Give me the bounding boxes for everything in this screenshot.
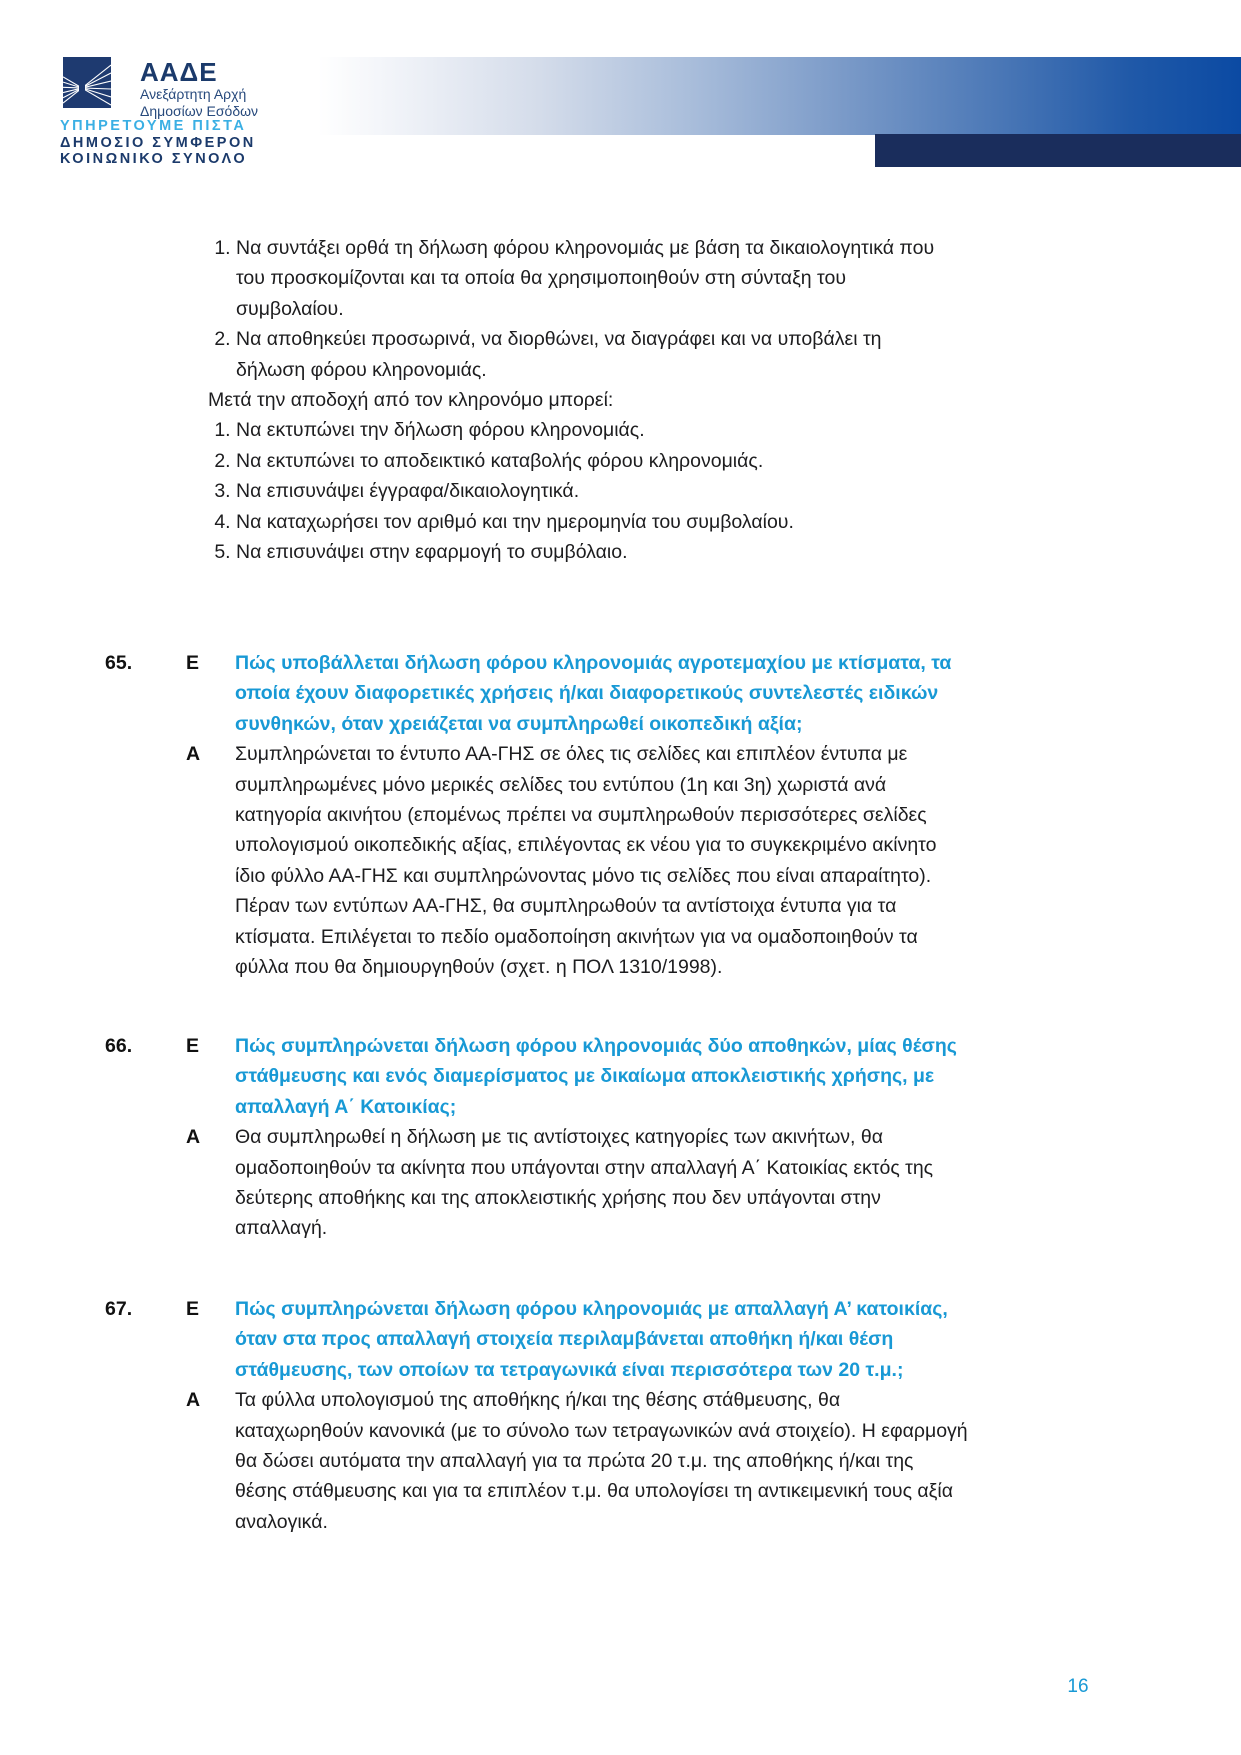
logo-subtitle: [140, 86, 258, 120]
question-text: Πώς συμπληρώνεται δήλωση φόρου κληρονομιάς δύο αποθηκών, μίας θέσης στάθμευσης και ενός διαμερίσματος με δικαίωμα αποκλειστικής χρήσης, με απαλλαγή Α΄ Κατοικίας;: [235, 1035, 957, 1118]
page-number: 16: [1067, 1676, 1089, 1697]
answer-text: Θα συμπληρωθεί η δήλωση με τις αντίστοιχες κατηγορίες των ακινήτων, θα ομαδοποιηθούν τα ακίνητα που υπάγονται στην απαλλαγή Α΄ Κατοικίας εκτός της δεύτερης αποθήκης και της αποκλειστικής χρήσης που δεν υπάγονται στην απαλλαγή.: [235, 1126, 934, 1240]
after-acceptance-intro: Μετά την αποδοχή από τον κληρονόμο μπορεί:: [208, 389, 614, 412]
list-item: 1. Να συντάξει ορθά τη δήλωση φόρου κληρονομιάς με βάση τα δικαιολογητικά που του προσκομίζονται και τα οποία θα χρησιμοποιηθούν στη σύνταξη του συμβολαίου.: [236, 233, 948, 324]
question-number: 67.: [105, 1298, 133, 1320]
logo-acronym: ΑΑΔΕ: [140, 57, 218, 87]
slogan-line2: ΔΗΜΟΣΙΟ ΣΥΜΦΕΡΟΝ: [60, 134, 256, 151]
question-label: Ε: [186, 1298, 200, 1320]
question-number: 66.: [105, 1035, 133, 1057]
intro-block: [208, 233, 948, 567]
slogan-line3: ΚΟΙΝΩΝΙΚΟ ΣΥΝΟΛΟ: [60, 151, 248, 167]
after-acceptance-list: [208, 415, 948, 567]
faq-section-66: [105, 1031, 970, 1244]
faq-section-65: [105, 648, 970, 982]
answer-label: Α: [186, 1126, 201, 1149]
answer-label: Α: [186, 1389, 201, 1412]
faq-section-67: [105, 1294, 970, 1537]
list-item: 2. Να εκτυπώνει το αποδεικτικό καταβολής φόρου κληρονομιάς.: [236, 446, 948, 476]
list-item: 5. Να επισυνάψει στην εφαρμογή το συμβόλαιο.: [236, 537, 948, 567]
slogan-line1: ΥΠΗΡΕΤΟΥΜΕ ΠΙΣΤΑ: [60, 118, 247, 134]
notary-actions-list: [208, 233, 948, 385]
answer-text: Συμπληρώνεται το έντυπο ΑΑ-ΓΗΣ σε όλες τις σελίδες και επιπλέον έντυπα με συμπληρωμένες μόνο μερικές σελίδες του εντύπου (1η και 3η) χωριστά ανά κατηγορία ακινήτου (επομένως πρέπει να συμπληρωθούν περισσότερες σελίδες υπολογισμού οικοπεδικής αξίας, επιλέγοντας εκ νέου για το συγκεκριμένο ακίνητο ίδιο φύλλο ΑΑ-ΓΗΣ και συμπληρώνοντας μόνο τις σελίδες που είναι απαραίτητο). Πέραν των εντύπων ΑΑ-ΓΗΣ, θα συμπληρωθούν τα αντίστοιχα έντυπα για τα κτίσματα. Επιλέγεται το πεδίο ομαδοποίηση ακινήτων για να ομαδοποιηθούν τα φύλλα που θα δημιουργηθούν (σχετ. η ΠΟΛ 1310/1998).: [235, 743, 937, 979]
question-number: 65.: [105, 652, 133, 674]
list-item: 1. Να εκτυπώνει την δήλωση φόρου κληρονομιάς.: [236, 415, 948, 445]
question-label: Ε: [186, 652, 200, 674]
header-gradient-band: [318, 57, 1241, 135]
answer-label: Α: [186, 743, 201, 766]
list-item: 3. Να επισυνάψει έγγραφα/δικαιολογητικά.: [236, 476, 948, 506]
question-label: Ε: [186, 1035, 200, 1057]
aade-logo-icon: [63, 57, 111, 108]
answer-text: Τα φύλλα υπολογισμού της αποθήκης ή/και της θέσης στάθμευσης, θα καταχωρηθούν κανονικά (με το σύνολο των τετραγωνικών ανά στοιχείο). Η εφαρμογή θα δώσει αυτόματα την απαλλαγή για τα πρώτα 20 τ.μ. της αποθήκης ή/και της θέσης στάθμευσης και για τα επιπλέον τ.μ. θα υπολογίσει τη αντικειμενική τους αξία αναλογικά.: [235, 1389, 968, 1533]
list-item: 4. Να καταχωρήσει τον αριθμό και την ημερομηνία του συμβολαίου.: [236, 507, 948, 537]
question-text: Πώς συμπληρώνεται δήλωση φόρου κληρονομιάς με απαλλαγή Α’ κατοικίας, όταν στα προς απαλλαγή στοιχεία περιλαμβάνεται αποθήκη ή/και θέση στάθμευσης, των οποίων τα τετραγωνικά είναι περισσότερα των 20 τ.μ.;: [235, 1298, 948, 1381]
question-text: Πώς υποβάλλεται δήλωση φόρου κληρονομιάς αγροτεμαχίου με κτίσματα, τα οποία έχουν διαφορετικές χρήσεις ή/και διαφορετικούς συντελεστές ειδικών συνθηκών, όταν χρειάζεται να συμπληρωθεί οικοπεδική αξία;: [235, 652, 952, 735]
header-navy-band: [875, 134, 1241, 167]
list-item: 2. Να αποθηκεύει προσωρινά, να διορθώνει, να διαγράφει και να υποβάλει τη δήλωση φόρου κληρονομιάς.: [236, 324, 948, 385]
logo-subtitle-line1: Ανεξάρτητη Αρχή: [140, 86, 247, 102]
logo-subtitle-line2: Δημοσίων Εσόδων: [140, 103, 259, 119]
logo-slogan: [60, 118, 256, 168]
